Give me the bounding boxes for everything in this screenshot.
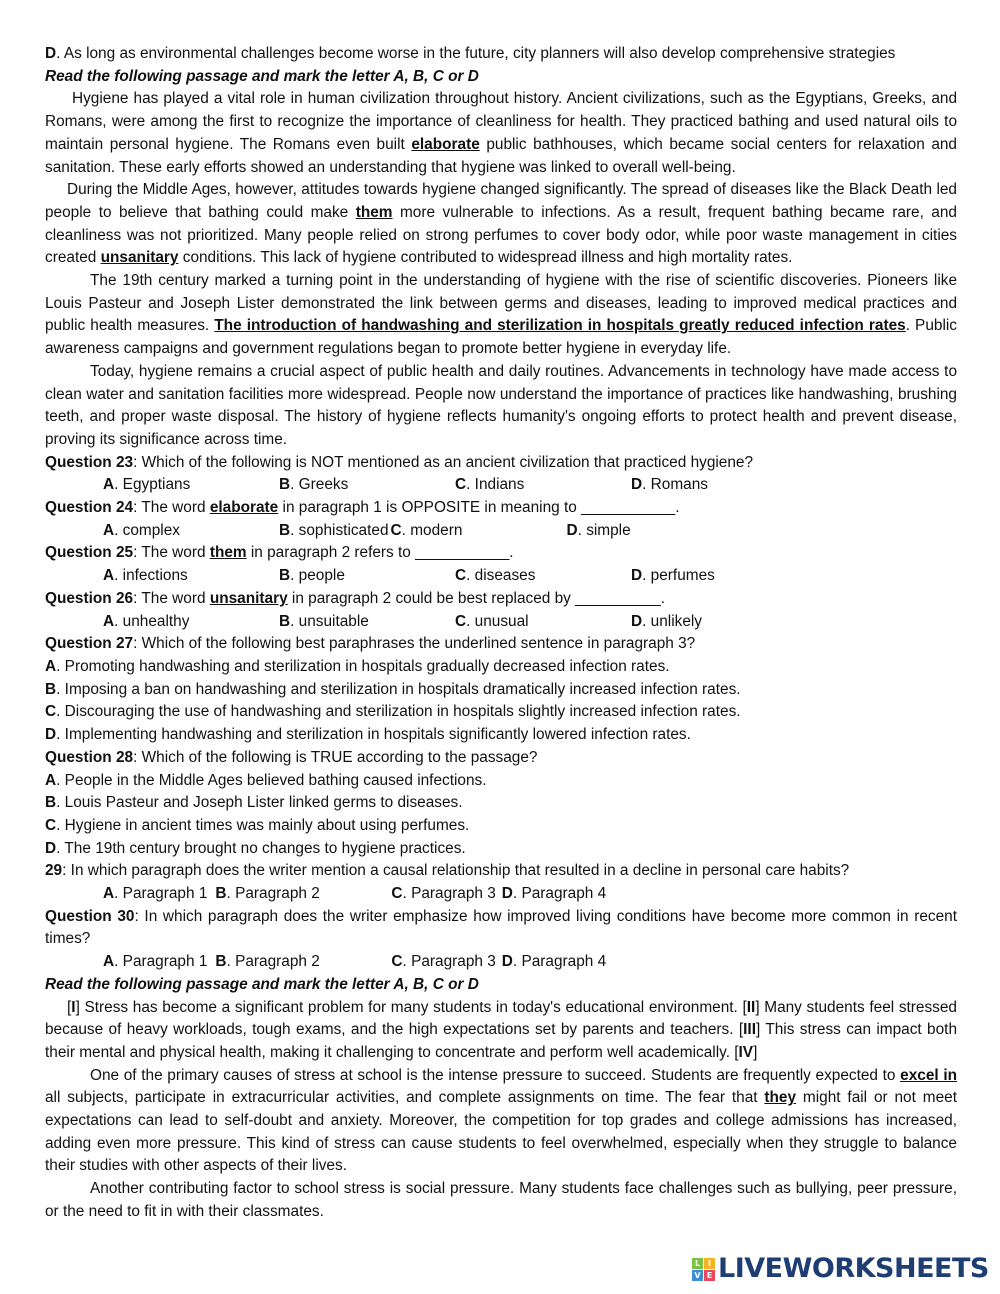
underlined-word-elaborate: elaborate [411, 135, 480, 153]
option-text: . Paragraph 4 [512, 953, 607, 971]
passage1-paragraph-1 [45, 88, 957, 179]
question-label: Question 23 [45, 453, 134, 471]
option-text: . diseases [466, 567, 536, 585]
logo-text: LIVEWORKSHEETS [718, 1253, 989, 1284]
option-letter: C [45, 703, 57, 721]
passage2-instruction: Read the following passage and mark the letter A, B, C or D [45, 975, 479, 993]
option-text: . People in the Middle Ages believed bathing caused infections. [56, 771, 487, 789]
option-a[interactable] [103, 565, 279, 588]
marker-ii: II [746, 998, 756, 1016]
marker-iv: IV [738, 1043, 754, 1061]
option-letter: C [45, 816, 57, 834]
option-d[interactable] [502, 951, 606, 974]
option-d[interactable] [631, 565, 715, 588]
option-text: . unlikely [642, 612, 703, 630]
option-text: . Paragraph 3 [402, 885, 496, 903]
option-letter: A [45, 771, 57, 789]
option-text: . simple [577, 521, 631, 539]
text: Stress has become a significant problem for many students in today's educational environment. [79, 998, 743, 1016]
option-letter: D [501, 885, 513, 903]
logo-tile: I [704, 1258, 715, 1269]
option-letter: B [215, 885, 227, 903]
option-text: . Indians [466, 476, 525, 494]
logo-tile: L [692, 1258, 703, 1269]
option-letter: B [215, 953, 227, 971]
option-text: . Hygiene in ancient times was mainly about using perfumes. [56, 816, 470, 834]
text: One of the primary causes of stress at school is the intense pressure to succeed. Students are frequently expected to [90, 1066, 901, 1084]
question-text: : In which paragraph does the writer mention a causal relationship that resulted in a decline in personal care habits? [62, 862, 850, 880]
logo-tiles-icon [692, 1258, 715, 1281]
question-label: 29 [45, 862, 63, 880]
question-25-options [45, 565, 957, 588]
question-text: : The word [133, 589, 210, 607]
option-b[interactable] [45, 792, 957, 815]
option-letter: B [45, 680, 57, 698]
question-text: in paragraph 2 refers to ___________. [246, 544, 514, 562]
passage1-paragraph-4: Today, hygiene remains a crucial aspect of public health and daily routines. Advancements in technology have made access to clean water and sanitation facilities more widespread. People now understand the importance of practices like handwashing, brushing teeth, and proper waste disposal. The history of hygiene reflects humanity's ongoing efforts to protect health and prevent disease, proving its significance across time. [45, 362, 957, 448]
option-letter: D [45, 726, 57, 744]
text: public bathhouses, which became social centers for relaxation and sanitation. These early efforts showed an understanding that hygiene was linked to overall well-being. [45, 135, 957, 176]
option-letter: A [103, 567, 115, 585]
question-27 [45, 633, 957, 656]
question-label: Question 27 [45, 635, 134, 653]
option-a[interactable] [103, 951, 207, 974]
option-letter: C [455, 476, 467, 494]
option-text: . Paragraph 3 [402, 953, 496, 971]
option-text: . Louis Pasteur and Joseph Lister linked germs to diseases. [56, 794, 463, 812]
option-text: . Romans [642, 476, 708, 494]
option-letter: A [103, 521, 115, 539]
passage1-instruction: Read the following passage and mark the letter A, B, C or D [45, 67, 479, 85]
underlined-word-they: they [764, 1089, 797, 1107]
option-letter: B [279, 567, 291, 585]
option-letter: B [279, 476, 291, 494]
worksheet-page [45, 43, 957, 1224]
marker-i: I [71, 998, 76, 1016]
option-d[interactable] [631, 474, 708, 497]
question-text: : Which of the following is NOT mentioned as an ancient civilization that practiced hygiene? [133, 453, 754, 471]
question-26 [45, 588, 957, 611]
option-letter: A [103, 885, 115, 903]
question-30-options [45, 951, 957, 974]
option-c[interactable] [455, 565, 631, 588]
underlined-phrase-excel-in: excel in [900, 1066, 957, 1084]
option-text: . Paragraph 2 [226, 953, 320, 971]
option-a[interactable] [103, 474, 279, 497]
option-d[interactable] [502, 883, 606, 906]
option-b[interactable] [279, 474, 455, 497]
underlined-word-them: them [355, 203, 393, 221]
question-29-options [45, 883, 957, 906]
text: more vulnerable to infections. As a result, frequent bathing became rare, and cleanliness was not prioritized. Many people relied on strong perfumes to cover body odor, while poor waste management in cities created [45, 203, 957, 267]
passage1-paragraph-2 [45, 179, 957, 270]
option-c[interactable] [391, 883, 495, 906]
option-text: . Discouraging the use of handwashing and sterilization in hospitals slightly increased infection rates. [56, 703, 741, 721]
question-text: : The word [133, 499, 210, 517]
option-text: . unhealthy [114, 612, 190, 630]
option-text: . Egyptians [114, 476, 191, 494]
question-23-options [45, 474, 957, 497]
underlined-word-unsanitary: unsanitary [100, 249, 179, 267]
option-letter: D [45, 45, 57, 62]
option-text: . Paragraph 1 [114, 953, 208, 971]
question-text: : Which of the following best paraphrases the underlined sentence in paragraph 3? [133, 635, 696, 653]
question-24-options [45, 520, 957, 543]
option-letter: C [455, 612, 467, 630]
option-d[interactable] [45, 838, 957, 861]
question-24 [45, 497, 957, 520]
option-text: . unsuitable [290, 612, 369, 630]
option-letter: A [103, 612, 115, 630]
question-keyword: them [209, 544, 247, 562]
question-29 [45, 860, 957, 883]
option-text: . Paragraph 1 [114, 885, 208, 903]
option-letter: D [566, 521, 578, 539]
option-b[interactable] [279, 611, 455, 634]
option-d[interactable] [45, 724, 957, 747]
option-a[interactable] [45, 656, 957, 679]
option-c[interactable] [455, 474, 631, 497]
option-text: . sophisticated [290, 521, 389, 539]
option-letter: A [103, 476, 115, 494]
underlined-sentence: The introduction of handwashing and sterilization in hospitals greatly reduced infection rates [214, 317, 906, 335]
question-label: Question 24 [45, 499, 134, 517]
option-a[interactable] [45, 770, 957, 793]
question-text: in paragraph 2 could be best replaced by __________. [287, 589, 666, 607]
option-d[interactable] [567, 520, 631, 543]
question-26-options [45, 611, 957, 634]
option-b[interactable] [215, 883, 391, 906]
text: conditions. This lack of hygiene contributed to widespread illness and high mortality rates. [178, 249, 793, 267]
question-text: : In which paragraph does the writer emphasize how improved living conditions have become more common in recent times? [45, 907, 957, 948]
text: This stress can impact both their mental and physical health, making it challenging to concentrate and perform well academically. [45, 1021, 958, 1061]
option-c[interactable] [45, 815, 957, 838]
option-letter: C [390, 521, 402, 539]
logo-tile: V [692, 1270, 703, 1281]
question-label: Question 26 [45, 589, 134, 607]
option-d[interactable] [631, 611, 702, 634]
option-letter: B [45, 794, 57, 812]
option-text: . complex [114, 521, 180, 539]
question-label: Question 28 [45, 748, 134, 766]
option-letter: A [103, 953, 115, 971]
option-text: . people [290, 567, 345, 585]
text: The 19th century marked a turning point in the understanding of hygiene with the rise of scientific discoveries. Pioneers like Louis Pasteur and Joseph Lister demonstrated the link between germs and diseases, leading to improved medical practices and public health measures. [45, 272, 957, 335]
option-text: . unusual [466, 612, 529, 630]
option-text: . Paragraph 4 [512, 885, 607, 903]
question-label: Question 25 [45, 544, 134, 562]
option-text: . The 19th century brought no changes to hygiene practices. [56, 839, 466, 857]
question-23 [45, 452, 957, 475]
option-letter: C [391, 885, 403, 903]
option-text: . modern [401, 521, 463, 539]
option-text: . Implementing handwashing and sterilization in hospitals significantly lowered infection rates. [56, 726, 691, 744]
option-letter: B [279, 521, 291, 539]
text: Many students feel stressed because of heavy workloads, tough exams, and the high expectations set by parents and teachers. [45, 998, 957, 1039]
question-text: : Which of the following is TRUE according to the passage? [133, 748, 538, 766]
option-a[interactable] [103, 520, 279, 543]
option-a[interactable] [103, 611, 279, 634]
passage1-paragraph-3 [45, 270, 957, 361]
option-c[interactable] [391, 520, 567, 543]
previous-option-d [45, 43, 957, 66]
question-28 [45, 747, 957, 770]
option-letter: D [45, 839, 57, 857]
option-b[interactable] [279, 565, 455, 588]
passage2-paragraph-2 [45, 1065, 957, 1179]
option-b[interactable] [215, 951, 391, 974]
option-c[interactable] [455, 611, 631, 634]
option-text: . perfumes [642, 567, 715, 585]
text: . Public awareness campaigns and government regulations began to promote better hygiene in everyday life. [45, 317, 957, 358]
question-label: Question 30 [45, 907, 135, 925]
option-letter: D [631, 476, 643, 494]
option-letter: D [631, 567, 643, 585]
question-text: : The word [133, 544, 210, 562]
option-c[interactable] [391, 951, 495, 974]
option-letter: D [501, 953, 513, 971]
text: might fail or not meet expectations can lead to self-doubt and anxiety. Moreover, the competition for top grades and college admissions has increased, adding even more pressure. This kind of stress can cause students to feel overwhelmed, especially when they struggle to balance their studies with other aspects of their lives. [45, 1089, 957, 1175]
text: During the Middle Ages, however, attitudes towards hygiene changed significantly. The spread of diseases like the Black Death led people to believe that bathing could make [45, 181, 957, 221]
option-letter: D [631, 612, 643, 630]
option-a[interactable] [103, 883, 207, 906]
liveworksheets-logo [692, 1253, 989, 1284]
option-text: . Greeks [290, 476, 349, 494]
option-text: . As long as environmental challenges become worse in the future, city planners will also develop comprehensive strategies [56, 45, 896, 62]
question-text: in paragraph 1 is OPPOSITE in meaning to ___________. [278, 499, 680, 517]
question-30 [45, 906, 957, 951]
option-b[interactable] [45, 679, 957, 702]
passage2-paragraph-1: [I] Stress has become a significant problem for many students in today's educational environment. [II] Many students feel stressed because of heavy workloads, tough exams, and the high expectations set by parents and teachers. [III] This stress can impact both their mental and physical health, making it challenging to concentrate and perform well academically. [IV] [45, 998, 958, 1061]
option-text: . Imposing a ban on handwashing and sterilization in hospitals dramatically increased infection rates. [56, 680, 741, 698]
option-text: . infections [114, 567, 188, 585]
option-text: . Paragraph 2 [226, 885, 320, 903]
logo-tile: E [704, 1270, 715, 1281]
option-letter: A [45, 657, 57, 675]
text: all subjects, participate in extracurricular activities, and complete assignments on time. The fear that [45, 1089, 765, 1107]
option-letter: C [391, 953, 403, 971]
question-keyword: elaborate [209, 499, 279, 517]
option-letter: C [455, 567, 467, 585]
question-25 [45, 542, 957, 565]
option-c[interactable] [45, 701, 957, 724]
option-b[interactable] [279, 520, 389, 543]
option-letter: B [279, 612, 291, 630]
marker-iii: III [743, 1021, 756, 1039]
text: Hygiene has played a vital role in human civilization throughout history. Ancient civilizations, such as the Egyptians, Greeks, and Romans, were among the first to recognize the importance of cleanliness for health. They practiced bathing and used natural oils to maintain personal hygiene. The Romans even built [45, 90, 957, 153]
passage2-paragraph-3: Another contributing factor to school stress is social pressure. Many students face challenges such as bullying, peer pressure, or the need to fit in with their classmates. [45, 1180, 957, 1220]
question-keyword: unsanitary [209, 589, 288, 607]
option-text: . Promoting handwashing and sterilization in hospitals gradually decreased infection rates. [56, 657, 670, 675]
